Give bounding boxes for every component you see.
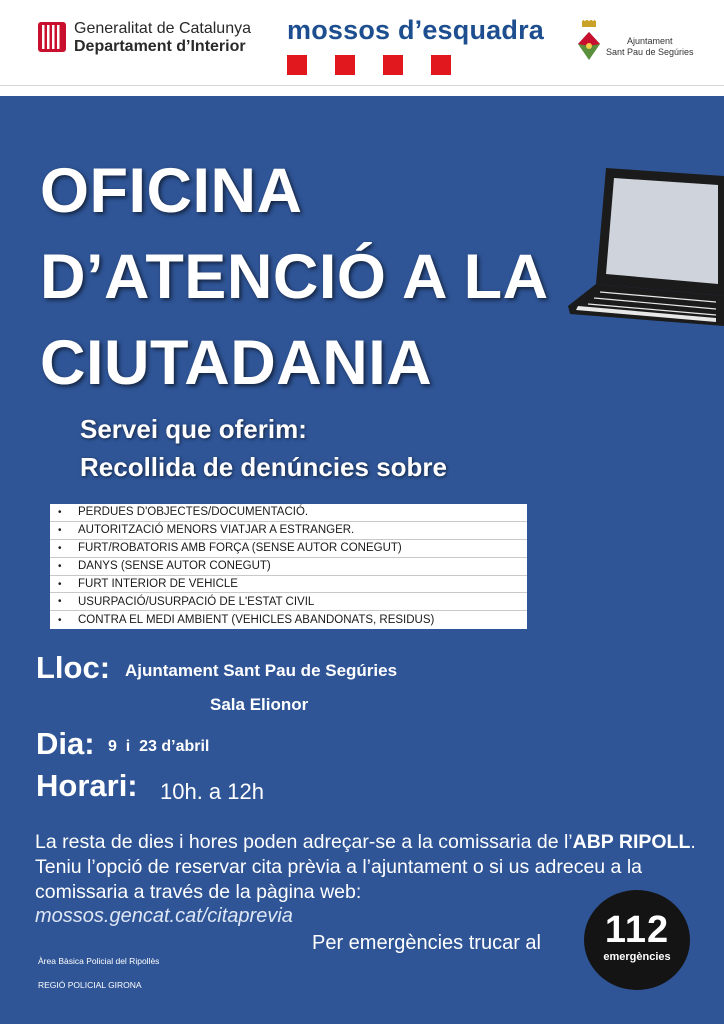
- bullet: •: [58, 578, 62, 590]
- list-item: [50, 540, 527, 558]
- bullet: •: [58, 524, 62, 536]
- dia-label: Dia:: [36, 726, 95, 761]
- service-label: AUTORITZACIÓ MENORS VIATJAR A ESTRANGER.: [78, 524, 355, 537]
- generalitat-text: [74, 20, 251, 56]
- bullet: •: [58, 596, 62, 608]
- bullet: •: [58, 614, 62, 626]
- info-text-2: . Teniu l’opció de reservar cita prèvia a l’ajuntament o si us adreceu a la comissaria a través de la pàgina web:: [35, 831, 696, 903]
- services-list: [50, 504, 527, 629]
- generalitat-name: Generalitat de Catalunya: [74, 20, 251, 37]
- header: [0, 0, 724, 86]
- mossos-logo: [287, 14, 544, 75]
- title-line: OFICINA: [40, 156, 303, 226]
- service-label: FURT/ROBATORIS AMB FORÇA (SENSE AUTOR CONEGUT): [78, 542, 402, 555]
- emergency-112-badge: [584, 890, 690, 990]
- service-label: PERDUES D'OBJECTES/DOCUMENTACIÓ.: [78, 506, 309, 519]
- emergency-number: 112: [604, 909, 670, 951]
- ajuntament-town: Sant Pau de Segúries: [606, 47, 694, 57]
- list-item: [50, 593, 527, 611]
- list-item: [50, 576, 527, 594]
- info-paragraph: [35, 830, 705, 905]
- red-square: [431, 55, 451, 75]
- service-label: FURT INTERIOR DE VEHICLE: [78, 578, 238, 590]
- mossos-wordmark: mossos d’esquadra: [287, 15, 544, 45]
- ajuntament-text: [606, 36, 694, 58]
- subtitle-line: Recollida de denúncies sobre: [80, 452, 447, 482]
- sala-value: Sala Elionor: [210, 695, 309, 714]
- page-title: [40, 148, 549, 406]
- red-square: [383, 55, 403, 75]
- list-item: [50, 504, 527, 522]
- list-item: [50, 558, 527, 576]
- laptop-icon: [566, 166, 724, 356]
- emergency-text: Per emergències trucar al: [312, 932, 541, 954]
- list-item: [50, 611, 527, 629]
- service-label: USURPACIÓ/USURPACIÓ DE L'ESTAT CIVIL: [78, 595, 315, 608]
- title-line: CIUTADANIA: [40, 328, 433, 398]
- dia-value: 9 i 23 d’abril: [108, 738, 210, 755]
- department-name: Departament d’Interior: [74, 38, 246, 55]
- bullet: •: [58, 560, 62, 572]
- info-bold: ABP RIPOLL: [572, 831, 691, 853]
- subtitle-line: Servei que oferim:: [80, 414, 307, 444]
- footer-region: REGIÓ POLICIAL GIRONA: [38, 980, 142, 990]
- bullet: •: [58, 542, 62, 554]
- generalitat-logo: [38, 22, 66, 52]
- horari-value: 10h. a 12h: [160, 779, 264, 804]
- subtitle: [80, 410, 447, 486]
- lloc-label: Lloc:: [36, 650, 111, 685]
- footer-area: Àrea Bàsica Policial del Ripollès: [38, 956, 160, 966]
- horari-label: Horari:: [36, 768, 138, 803]
- lloc-value: Ajuntament Sant Pau de Segúries: [125, 661, 398, 680]
- emergency-label: emergències: [603, 951, 671, 963]
- title-line: D’ATENCIÓ A LA: [40, 242, 549, 312]
- red-square: [335, 55, 355, 75]
- mossos-squares: [287, 55, 544, 75]
- bullet: •: [58, 506, 62, 518]
- ajuntament-label: Ajuntament: [627, 36, 673, 46]
- service-label: DANYS (SENSE AUTOR CONEGUT): [78, 560, 271, 573]
- info-text-1: La resta de dies i hores poden adreçar-se a la comissaria de l’: [35, 831, 573, 853]
- list-item: [50, 522, 527, 540]
- citaprevia-link[interactable]: mossos.gencat.cat/citaprevia: [35, 905, 293, 927]
- red-square: [287, 55, 307, 75]
- ajuntament-shield-icon: [576, 20, 602, 64]
- service-label: CONTRA EL MEDI AMBIENT (VEHICLES ABANDONATS, RESIDUS): [78, 614, 435, 627]
